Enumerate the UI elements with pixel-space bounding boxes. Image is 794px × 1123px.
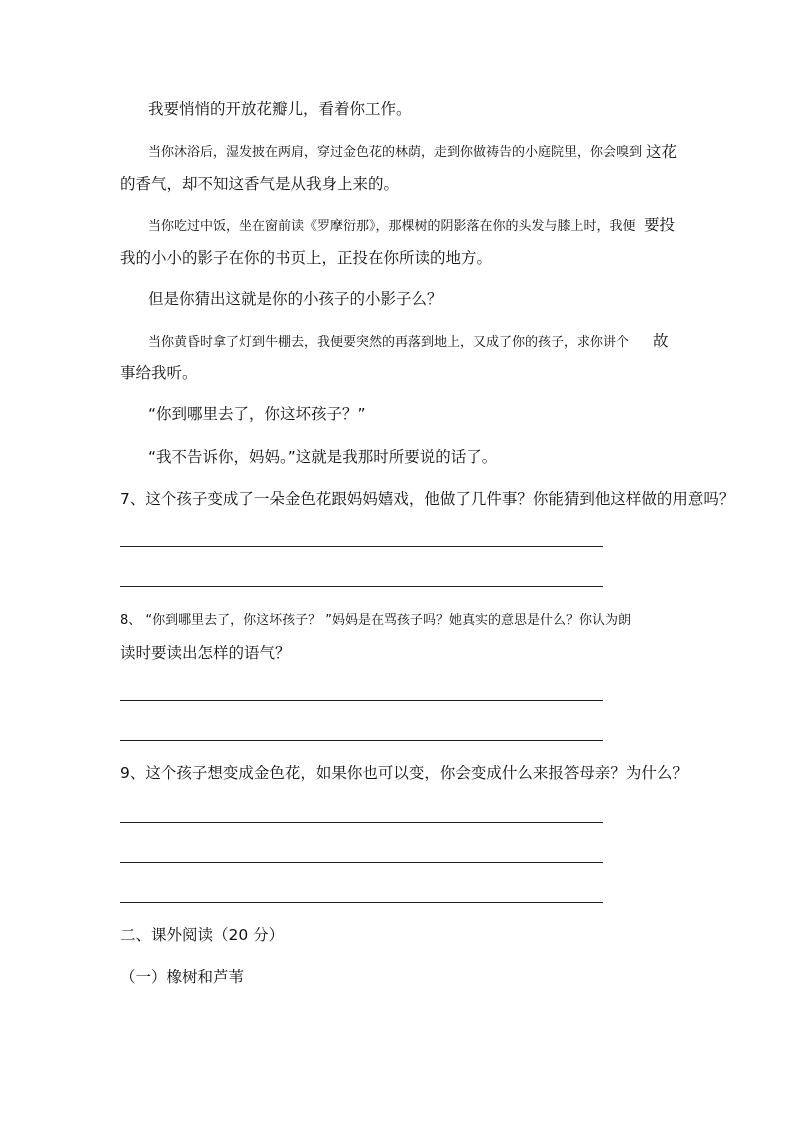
question-8-line-2: 读时要读出怎样的语气？: [120, 644, 291, 662]
section-subheading: （一）橡树和芦苇: [120, 968, 245, 986]
passage-paragraph-2-line-1: 当你沐浴后，湿发披在两肩，穿过金色花的林荫，走到你做祷告的小庭院里，你会嗅到: [148, 145, 643, 160]
answer-line-q7-1[interactable]: [120, 546, 603, 547]
passage-paragraph-2-line-1-tail: 这花: [646, 143, 678, 161]
answer-line-q9-2[interactable]: [120, 862, 603, 863]
question-8-line-1: 8、 “你到哪里去了，你这坏孩子？ ”妈妈是在骂孩子吗？她真实的意思是什么？你认为朗: [120, 613, 632, 628]
section-heading: 二、课外阅读（20 分）: [120, 926, 285, 944]
question-7: 7、这个孩子变成了一朵金色花跟妈妈嬉戏，他做了几件事？你能猜到他这样做的用意吗？: [120, 490, 735, 508]
question-9: 9、这个孩子想变成金色花，如果你也可以变，你会变成什么来报答母亲？为什么？: [120, 764, 688, 782]
passage-paragraph-2-line-2: 的香气，却不知这香气是从我身上来的。: [120, 175, 400, 193]
answer-line-q9-3[interactable]: [120, 902, 603, 903]
answer-line-q8-2[interactable]: [120, 740, 603, 741]
answer-line-q8-1[interactable]: [120, 700, 603, 701]
passage-dialogue-mother: “你到哪里去了，你这坏孩子？”: [148, 405, 366, 423]
passage-paragraph-5-line-1-tail: 故: [653, 332, 669, 350]
passage-paragraph-3-line-2: 我的小小的影子在你的书页上，正投在你所读的地方。: [120, 249, 493, 267]
passage-paragraph-3-line-1: 当你吃过中饭，坐在窗前读《罗摩衍那》，那棵树的阴影落在你的头发与膝上时，我便: [148, 219, 636, 234]
passage-paragraph-1: 我要悄悄的开放花瓣儿，看着你工作。: [148, 100, 412, 118]
passage-paragraph-3-line-1-tail: 要投: [644, 216, 676, 234]
passage-paragraph-4: 但是你猜出这就是你的小孩子的小影子么？: [148, 290, 443, 308]
answer-line-q9-1[interactable]: [120, 822, 603, 823]
passage-paragraph-5-line-2: 事给我听。: [120, 364, 198, 382]
passage-dialogue-child: “我不告诉你，妈妈。”这就是我那时所要说的话了。: [148, 448, 498, 466]
answer-line-q7-2[interactable]: [120, 586, 603, 587]
passage-paragraph-5-line-1: 当你黄昏时拿了灯到牛棚去，我便要突然的再落到地上，又成了你的孩子，求你讲个: [148, 335, 630, 350]
